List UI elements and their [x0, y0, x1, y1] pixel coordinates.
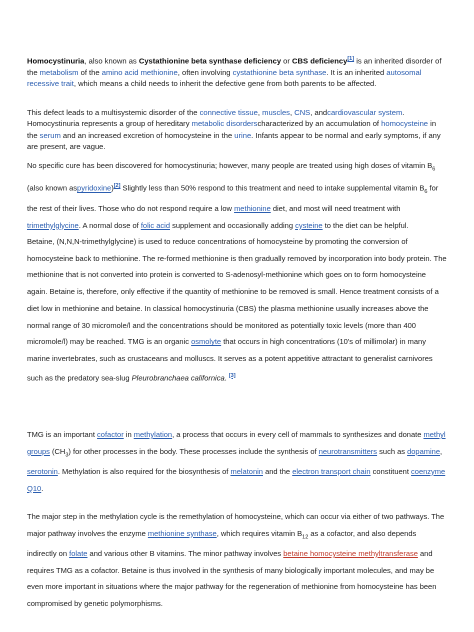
- citation-1-link[interactable]: [1]: [347, 56, 355, 62]
- link-methionine-diet[interactable]: methionine: [234, 203, 271, 213]
- link-methionine-synthase[interactable]: methionine synthase: [147, 528, 217, 538]
- paragraph-treatment: No specific cure has been discovered for homocystinuria; however, many people are treated using high doses of vitamin $B_6$ (also known aspyridoxine)[2] Slightly less than 50% respond to this treatment and need to intake supplemental vitamin $B_6$ for the rest of their lives. Those who do not respond require a low methionine diet, and most will need treatment with trimethylglycine. A normal dose of folic acid supplement and occasionally adding cysteine to the diet can be helpful.: [27, 161, 439, 230]
- link-betaine-homocysteine-methyltransferase[interactable]: betaine homocysteine methyltransferase: [283, 548, 418, 558]
- link-trimethylglycine[interactable]: trimethylglycine: [27, 220, 79, 230]
- link-metabolism[interactable]: metabolism: [39, 67, 79, 77]
- link-cns[interactable]: CNS: [294, 108, 311, 117]
- link-homocysteine[interactable]: homocysteine: [381, 119, 429, 129]
- link-methylation[interactable]: methylation: [133, 430, 173, 439]
- link-serotonin[interactable]: serotonin: [27, 466, 58, 476]
- link-neurotransmitters[interactable]: neurotransmitters: [318, 446, 378, 456]
- link-pyridoxine[interactable]: pyridoxine: [77, 183, 112, 193]
- link-osmolyte[interactable]: osmolyte: [191, 337, 222, 347]
- link-melatonin[interactable]: melatonin: [230, 466, 263, 476]
- link-cardiovascular-system[interactable]: cardiovascular system: [327, 108, 403, 117]
- paragraph-betaine: Betaine, (N,N,N-trimethylglycine) is used to reduce concentrations of homocysteine by promoting the conversion of homocysteine back to methionine. The re-formed methionine is then gradually removed by incorporation into body protein. The methionine that is not converted into protein is converted to S-adenosyl-methionine which goes on to form homocysteine again. Betaine is, therefore, only effective if the quantity of methionine to be removed is small. Hence treatment consists of a diet low in methionine and betaine. In classical homocystinuria (CBS) the plasma methionine usually increases above the normal range of 30 micromole/l and the concentrations should be monitored as potentially toxic levels (more than 400 micromole/l) may be reached. TMG is an organic osmolyte that occurs in high concentrations (10's of millimolar) in many marine invertebrates, such as crustaceans and molluscs. It serves as a potent appetitive attractant to generalist carnivores such as the predatory sea-slug Pleurobranchaea californica. [3]: [27, 237, 447, 383]
- link-connective-tissue[interactable]: connective tissue: [199, 108, 258, 117]
- citation-3-link[interactable]: [3]: [228, 372, 236, 379]
- paragraph-tmg: TMG is an important cofactor in methylation, a process that occurs in every cell of mammals to synthesizes and donate methyl groups $(CH_3)$ for other processes in the body. These processes include the synthesis of neurotransmitters such as dopamine, serotonin. Methylation is also required for the biosynthesis of melatonin and the electron transport chain constituent coenzyme Q10.: [27, 430, 446, 493]
- link-methionine[interactable]: methionine: [140, 67, 178, 77]
- term-homocystinuria: Homocystinuria: [27, 56, 85, 66]
- species-name: Pleurobranchaea californica: [131, 373, 225, 383]
- link-folic-acid[interactable]: folic acid: [140, 220, 170, 230]
- link-autosomal-recessive[interactable]: autosomal recessive trait: [27, 67, 422, 89]
- term-cbs-deficiency: CBS deficiency: [292, 56, 348, 66]
- link-amino-acid[interactable]: amino acid: [101, 67, 139, 77]
- link-cofactor[interactable]: cofactor: [97, 430, 124, 439]
- paragraph-defect: This defect leads to a multisystemic disorder of the connective tissue, muscles, CNS, andcardiovascular system. Homocystinuria represents a group of hereditary metabolic disorderscharacterized by an accumulation of homocysteine in the serum and an increased excretion of homocysteine in the urine. Infants appear to be normal and early symptoms, if any are present, are vague.: [27, 108, 441, 151]
- link-serum[interactable]: serum: [39, 130, 61, 140]
- citation-2-link[interactable]: [2]: [113, 183, 121, 190]
- paragraph-intro: Homocystinuria, also known as Cystathionine beta synthase deficiency or CBS deficiency[1] is an inherited disorder of the metabolism of the amino acid methionine, often involving cystathionine beta synthase. It is an inherited autosomal recessive trait, which means a child needs to inherit the defective gene from both parents to be affected.: [27, 56, 442, 89]
- link-cystathionine-beta-synthase[interactable]: cystathionine beta synthase: [232, 67, 327, 77]
- link-cysteine[interactable]: cysteine: [295, 220, 323, 230]
- link-metabolic-disorders[interactable]: metabolic disorders: [191, 119, 258, 129]
- paragraph-methylation-cycle: The major step in the methylation cycle is the remethylation of homocysteine, which can occur via either of two pathways. The major pathway involves the enzyme methionine synthase, which requires vitamin $B_{12}$ as a cofactor, and also depends indirectly on folate and various other B vitamins. The minor pathway involves betaine homocysteine methyltransferase and requires TMG as a cofactor. Betaine is thus involved in the synthesis of many biologically important molecules, and may be even more important in situations where the major pathway for the regeneration of methionine from homocysteine has been compromised by genetic polymorphisms.: [27, 512, 445, 609]
- link-methyl-groups[interactable]: methyl groups: [27, 430, 446, 456]
- link-folate[interactable]: folate: [69, 548, 88, 558]
- link-muscles[interactable]: muscles: [262, 108, 290, 117]
- link-coenzyme-q10[interactable]: coenzyme Q10: [27, 466, 446, 493]
- link-electron-transport-chain[interactable]: electron transport chain: [292, 466, 371, 476]
- link-urine[interactable]: urine: [234, 130, 252, 140]
- link-dopamine[interactable]: dopamine: [407, 446, 441, 456]
- term-cbs-full: Cystathionine beta synthase deficiency: [138, 56, 282, 66]
